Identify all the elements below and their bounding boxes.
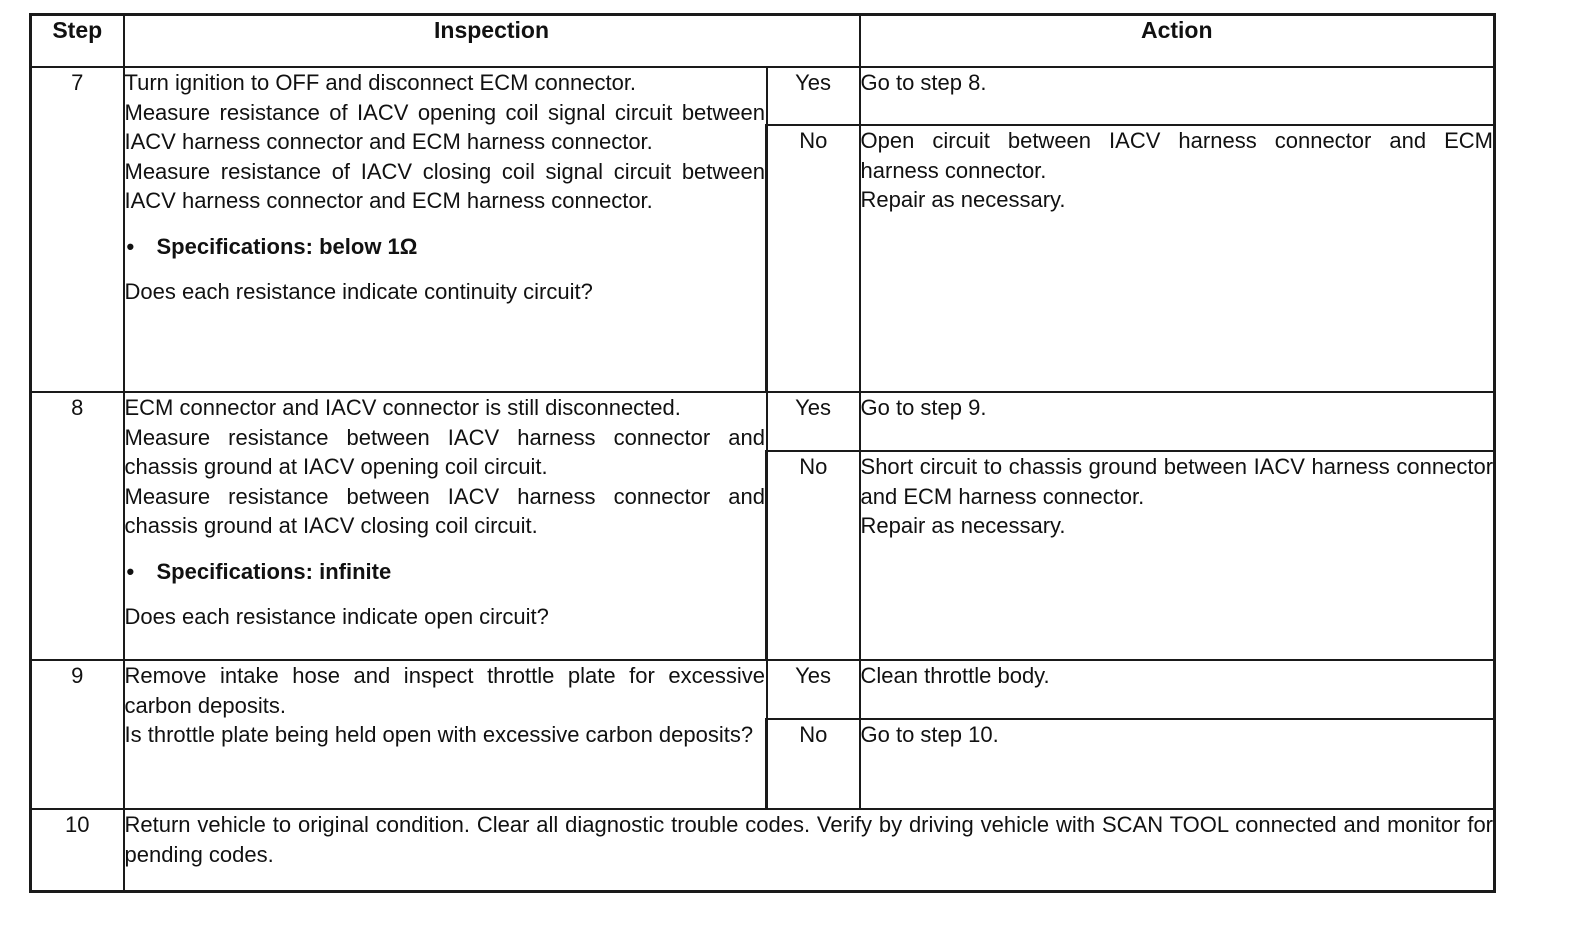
bullet-icon: • [126,558,135,584]
final-step-text: Return vehicle to original condition. Clear all diagnostic trouble codes. Verify by driving vehicle with SCAN TOOL connected and monitor for pending codes. [124,809,1495,891]
step-number: 7 [31,67,124,392]
diagnostic-table [29,13,1496,893]
table-row [31,67,1495,125]
step-number: 10 [31,809,124,891]
no-action [860,451,1495,660]
action-line: Go to step 8. [860,70,987,95]
inspection-cell [124,67,767,392]
no-label: No [767,125,860,392]
inspection-question: Does each resistance indicate open circuit? [124,604,549,629]
specification-text: Specifications: infinite [156,558,392,584]
inspection-line: Is throttle plate being held open with excessive carbon deposits? [124,722,754,747]
yes-label: Yes [767,67,860,125]
action-line: Repair as necessary. [860,513,1066,538]
inspection-line: Remove intake hose and inspect throttle plate for excessive carbon deposits. [124,663,765,718]
action-line: Clean throttle body. [860,663,1050,688]
inspection-cell [124,392,767,660]
specification-text: Specifications: below 1Ω [156,233,418,259]
yes-label: Yes [767,392,860,451]
header-step: Step [31,15,124,68]
header-action: Action [860,15,1495,68]
no-label: No [767,719,860,809]
no-action [860,719,1495,809]
inspection-line: Measure resistance between IACV harness connector and chassis ground at IACV opening coil circuit. [124,424,765,479]
inspection-line: Turn ignition to OFF and disconnect ECM connector. [124,70,637,95]
inspection-cell [124,660,767,809]
no-label: No [767,451,860,660]
header-row [31,15,1495,68]
inspection-line: Measure resistance of IACV closing coil signal circuit between IACV harness connector and ECM harness connector. [124,158,765,213]
table-row [31,392,1495,451]
action-line: Short circuit to chassis ground between IACV harness connector and ECM harness connector. [860,454,1494,509]
step-number: 8 [31,392,124,660]
specification [125,557,766,587]
specification [125,232,766,262]
inspection-line: Measure resistance of IACV opening coil signal circuit between IACV harness connector and ECM harness connector. [124,99,765,154]
action-line: Go to step 10. [860,722,999,747]
no-action [860,125,1495,392]
inspection-line: Measure resistance between IACV harness connector and chassis ground at IACV closing coil circuit. [124,483,765,538]
yes-action [860,392,1495,451]
inspection-question: Does each resistance indicate continuity circuit? [124,279,593,304]
yes-label: Yes [767,660,860,719]
step-number: 9 [31,660,124,809]
table-row [31,809,1495,891]
header-inspection: Inspection [124,15,860,68]
bullet-icon: • [126,233,135,259]
inspection-line: ECM connector and IACV connector is still disconnected. [124,395,681,420]
action-line: Go to step 9. [860,395,987,420]
action-line: Repair as necessary. [860,187,1066,212]
action-line: Open circuit between IACV harness connector and ECM harness connector. [860,128,1494,183]
yes-action [860,67,1495,125]
table-row [31,660,1495,719]
yes-action [860,660,1495,719]
